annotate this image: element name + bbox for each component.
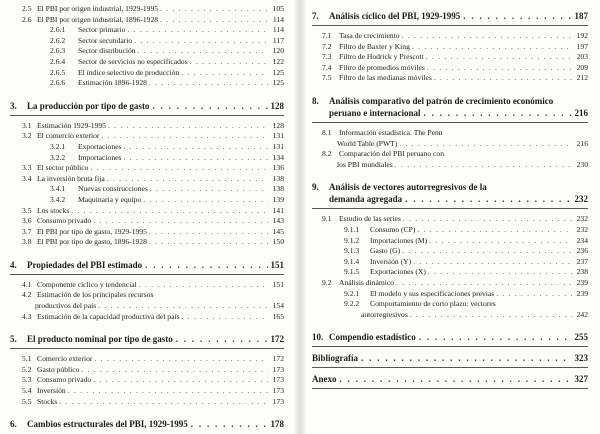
leader-dots [149, 227, 268, 238]
entry-number: 8.1 [322, 127, 332, 137]
entry-title: Componente cíclico y tendencial [37, 279, 137, 289]
entry-page: 230 [576, 159, 588, 169]
entry-title: Consumo privado [37, 375, 92, 385]
entry-number: 3.7 [22, 226, 32, 236]
chapter-rule [10, 274, 284, 275]
toc-subentry [10, 153, 284, 164]
entry-page: 138 [272, 184, 284, 194]
entry-title: Información estadística. The Penn [339, 127, 443, 137]
toc-entry [10, 15, 284, 26]
entry-number: 3.5 [22, 205, 32, 215]
entry-page: 212 [576, 73, 588, 83]
entry-page: 238 [576, 267, 588, 277]
toc-entry [10, 174, 284, 185]
left-page [0, 0, 296, 434]
entry-number: 4.1 [22, 279, 32, 289]
entry-number: 2.6.4 [50, 56, 66, 66]
entry-title: Filtro de Baxter y King [339, 41, 410, 51]
chapter-number: 7. [312, 11, 319, 21]
toc-entry [312, 149, 588, 160]
entry-page: 154 [272, 301, 284, 311]
chapter-number: 4. [10, 259, 17, 270]
entry-page: 237 [576, 256, 588, 266]
toc-entry [10, 216, 284, 227]
entry-number: 9.1.5 [344, 267, 360, 277]
leader-dots [68, 386, 268, 397]
toc-entry [10, 397, 284, 408]
chapter-8-heading-continuation [312, 107, 588, 119]
chapter-number: 5. [10, 334, 17, 345]
chapter-3-heading [10, 100, 284, 112]
leader-dots [145, 259, 267, 271]
chapter-page: 232 [574, 194, 588, 205]
entry-page: 136 [272, 163, 284, 173]
entry-title: Estudio de las series [339, 214, 401, 224]
leader-dots [160, 15, 268, 26]
toc-subentry [10, 57, 284, 68]
leader-dots [190, 57, 268, 68]
entry-title: Filtro de promedios móviles [339, 62, 425, 72]
leader-dots [149, 237, 268, 248]
entry-title: Consumo (CP) [370, 224, 416, 234]
entry-page: 192 [576, 31, 588, 40]
entry-number: 3.8 [22, 237, 32, 247]
entry-page: 173 [272, 364, 284, 374]
leader-dots [402, 246, 572, 257]
chapter-number: 6. [10, 419, 17, 430]
toc-subentry [312, 257, 588, 268]
leader-dots [127, 25, 268, 36]
entry-title: Sector distribución [78, 46, 136, 56]
entry-title: El PBI por origen industrial, 1929-1995 [37, 4, 159, 13]
entry-number: 9.1 [322, 214, 332, 224]
leader-dots [361, 352, 571, 364]
entry-number: 3.2.1 [50, 141, 66, 151]
entry-page: 203 [576, 52, 588, 62]
leader-dots [176, 333, 268, 345]
chapter-page: 178 [270, 419, 284, 430]
toc-entry [312, 52, 588, 63]
toc-entry-continuation [312, 310, 588, 321]
entry-number: 5.2 [22, 364, 32, 374]
entry-page: 120 [272, 46, 284, 56]
chapter-rule [10, 348, 284, 349]
chapter-title: Análisis cíclico del PBI, 1929-1995 [329, 11, 461, 21]
chapter-page: 255 [574, 332, 588, 343]
chapter-9-heading [312, 181, 588, 193]
entry-number: 9.1.1 [344, 224, 360, 234]
toc-subentry [10, 68, 284, 79]
leader-dots [424, 107, 572, 119]
chapter-title: Compendio estadístico [329, 332, 416, 343]
leader-dots [405, 193, 571, 205]
entry-title: El comercio exterior [37, 131, 100, 141]
chapter-rule [312, 208, 588, 209]
entry-title: Estimación de la capacidad productiva del país [37, 311, 180, 321]
leader-dots [134, 36, 268, 47]
chapter-9-heading-continuation [312, 193, 588, 205]
toc-entry [312, 42, 588, 53]
entry-number: 7.2 [322, 41, 332, 51]
chapter-rule [10, 115, 284, 116]
entry-page: 143 [272, 216, 284, 226]
toc-subentry [10, 36, 284, 47]
entry-page: 114 [272, 25, 284, 35]
entry-title: Exportaciones (X) [370, 267, 426, 277]
toc-subentry [312, 236, 588, 247]
entry-title: Estimación 1929-1995 [37, 120, 106, 130]
entry-title: Tasa de crecimiento [339, 31, 400, 40]
leader-dots [395, 160, 572, 171]
chapter-10-heading [312, 331, 588, 343]
leader-dots [412, 42, 572, 53]
leader-dots [426, 52, 572, 63]
entry-page: 239 [576, 277, 588, 287]
entry-page: 125 [272, 78, 284, 88]
entry-number: 4.2 [22, 290, 32, 300]
leader-dots [152, 100, 267, 112]
entry-title: los PBI mundiales [337, 159, 393, 169]
chapter-rule [312, 122, 588, 123]
entry-page: 125 [272, 67, 284, 77]
chapter-title: Cambios estructurales del PBI, 1929-1995 [27, 419, 188, 430]
toc-subentry [312, 289, 588, 300]
entry-title: Consumo privado [37, 216, 92, 226]
entry-number: 2.6.1 [50, 25, 66, 35]
leader-dots [402, 31, 572, 42]
entry-page: 141 [272, 205, 284, 215]
entry-title: El PBI por tipo de gasto, 1896-1928 [37, 237, 147, 247]
leader-dots [71, 206, 268, 217]
toc-subentry [312, 267, 588, 278]
toc-subentry [312, 299, 588, 310]
toc-entry-continuation [312, 160, 588, 171]
entry-number: 4.3 [22, 311, 32, 321]
chapter-title: Propiedades del PBI estimado [27, 259, 143, 270]
entry-number: 3.4.1 [50, 184, 66, 194]
chapter-rule [312, 25, 588, 26]
toc-entry-continuation [10, 301, 284, 312]
toc-entry [10, 163, 284, 174]
leader-dots [138, 46, 268, 57]
entry-number: 3.3 [22, 163, 32, 173]
entry-title: Estimación 1896-1928 [78, 78, 147, 88]
toc-entry [10, 386, 284, 397]
entry-title: Importaciones (M) [370, 235, 428, 245]
entry-title: World Table (PWT) [337, 138, 398, 148]
chapter-page: 323 [574, 353, 588, 364]
leader-dots [410, 310, 572, 321]
entry-number: 5.5 [22, 396, 32, 406]
entry-page: 197 [576, 41, 588, 51]
chapter-number: 9. [312, 182, 319, 193]
leader-dots [150, 184, 268, 195]
leader-dots [101, 131, 268, 142]
entry-number: 9.2 [322, 277, 332, 287]
chapter-rule [312, 388, 588, 389]
chapter-title: Bibliografía [312, 353, 359, 364]
toc-entry [312, 63, 588, 74]
toc-subentry [10, 142, 284, 153]
leader-dots [149, 78, 268, 89]
entry-page: 128 [272, 120, 284, 130]
entry-title: Inversión [37, 386, 66, 396]
toc-entry [312, 214, 588, 225]
entry-page: 151 [272, 279, 284, 289]
entry-title: Exportaciones [78, 141, 122, 151]
entry-title: Importaciones [78, 152, 122, 162]
toc-subentry [10, 46, 284, 57]
toc-entry-continuation [312, 139, 588, 150]
chapter-title: La producción por tipo de gasto [27, 100, 150, 111]
entry-page: 138 [272, 173, 284, 183]
entry-number: 9.1.3 [344, 246, 360, 256]
entry-number: 7.3 [322, 52, 332, 62]
toc-entry [10, 365, 284, 376]
entry-number: 3.2 [22, 131, 32, 141]
leader-dots [463, 10, 571, 22]
toc-entry [10, 4, 284, 15]
leader-dots [123, 142, 268, 153]
chapter-page: 327 [574, 374, 588, 385]
leader-dots [139, 280, 268, 291]
leader-dots [417, 225, 572, 236]
entry-title: Estimación de los principales recursos [37, 290, 154, 300]
chapter-4-heading [10, 259, 284, 271]
toc-subentry [312, 225, 588, 236]
leader-dots [182, 312, 268, 323]
right-page [304, 0, 600, 434]
toc-subentry [10, 25, 284, 36]
toc-entry [10, 375, 284, 386]
toc-entry [10, 280, 284, 291]
entry-page: 209 [576, 62, 588, 72]
leader-dots [143, 195, 268, 206]
entry-title: Sector primario [78, 25, 126, 35]
entry-page: 131 [272, 131, 284, 141]
chapter-5-heading [10, 333, 284, 345]
entry-page: 117 [272, 35, 284, 45]
entry-number: 3.4 [22, 173, 32, 183]
toc-entry [10, 121, 284, 132]
entry-title: El PBI por tipo de gasto, 1929-1995 [37, 226, 147, 236]
leader-dots [93, 216, 268, 227]
toc-entry [10, 227, 284, 238]
leader-dots [107, 174, 268, 185]
leader-dots [93, 375, 268, 386]
toc-entry [10, 131, 284, 142]
entry-page: 165 [272, 311, 284, 321]
leader-dots [428, 267, 572, 278]
entry-title: Sector de servicios no especificados [78, 56, 188, 66]
leader-dots [496, 289, 572, 300]
chapter-number: 3. [10, 100, 17, 111]
leader-dots [160, 4, 268, 15]
entry-title: Maquinaria y equipo [78, 194, 142, 204]
entry-title: Nuevas construcciones [78, 184, 148, 194]
entry-number: 9.2.1 [344, 288, 360, 298]
leader-dots [98, 301, 268, 312]
leader-dots [434, 73, 572, 84]
chapter-8-heading [312, 95, 588, 107]
entry-page: 173 [272, 396, 284, 406]
toc-subentry [312, 246, 588, 257]
leader-dots [419, 331, 572, 343]
section-2-entries [10, 4, 284, 89]
entry-page: 134 [272, 152, 284, 162]
chapter-number: 8. [312, 95, 319, 106]
entry-title: Sector secundario [78, 35, 133, 45]
leader-dots [94, 354, 268, 365]
toc-entry [10, 237, 284, 248]
toc-entry [10, 206, 284, 217]
chapter-title: peruano e internacional [329, 107, 421, 118]
entry-number: 7.1 [322, 31, 332, 40]
leader-dots [181, 68, 268, 79]
entry-number: 2.6.3 [50, 46, 66, 56]
entry-number: 3.4.2 [50, 194, 66, 204]
entry-page: 239 [576, 288, 588, 298]
entry-page: 232 [576, 214, 588, 224]
entry-page: 105 [272, 4, 284, 13]
entry-page: 139 [272, 194, 284, 204]
leader-dots [90, 163, 268, 174]
chapter-title: Análisis de vectores autorregresivos de la [329, 182, 487, 193]
entry-number: 9.2.2 [344, 299, 360, 309]
entry-title: autorregresivos [361, 309, 408, 319]
leader-dots [81, 365, 268, 376]
leader-dots [396, 278, 572, 289]
leader-dots [59, 397, 268, 408]
entry-page: 150 [272, 237, 284, 247]
chapter-page: 216 [574, 107, 588, 118]
chapter-7-heading [312, 10, 588, 22]
bibliography-heading [312, 352, 588, 364]
chapter-rule [312, 346, 588, 347]
leader-dots [427, 63, 572, 74]
toc-subentry [10, 195, 284, 206]
entry-number: 5.3 [22, 375, 32, 385]
chapter-rule [312, 367, 588, 368]
entry-title: El PBI por origen industrial, 1896-1928 [37, 14, 159, 24]
entry-number: 5.1 [22, 354, 32, 364]
chapter-title: Análisis comparativo del patrón de crecimiento económico [329, 95, 554, 106]
entry-title: Comportamiento de corto plazo: vectores [370, 299, 496, 309]
entry-number: 3.2.2 [50, 152, 66, 162]
entry-page: 242 [576, 309, 588, 319]
entry-number: 2.5 [22, 4, 32, 13]
entry-title: Gasto (G) [370, 246, 401, 256]
entry-page: 234 [576, 235, 588, 245]
entry-title: Comercio exterior [37, 354, 93, 364]
toc-entry [312, 73, 588, 84]
entry-page: 172 [272, 354, 284, 364]
entry-number: 7.4 [322, 62, 332, 72]
entry-number: 2.6 [22, 14, 32, 24]
entry-title: Inversión (Y) [370, 256, 412, 266]
chapter-page: 187 [574, 11, 588, 21]
entry-title: Análisis dinámico [339, 277, 395, 287]
chapter-number: 10. [312, 332, 324, 343]
chapter-page: 151 [270, 259, 284, 270]
entry-number: 8.2 [322, 149, 332, 159]
toc-entry [10, 290, 284, 301]
entry-number: 2.6.2 [50, 35, 66, 45]
entry-title: El modelo y sus especificaciones previas [370, 288, 495, 298]
entry-title: Comparación del PBI peruano con [339, 149, 445, 159]
entry-page: 131 [272, 141, 284, 151]
chapter-page: 128 [270, 100, 284, 111]
toc-entry [10, 354, 284, 365]
entry-page: 122 [272, 56, 284, 66]
entry-page: 236 [576, 246, 588, 256]
entry-number: 3.6 [22, 216, 32, 226]
leader-dots [413, 257, 572, 268]
entry-title: Stocks [37, 396, 58, 406]
chapter-title: El producto nominal por tipo de gasto [27, 334, 173, 345]
chapter-page: 172 [270, 334, 284, 345]
entry-title: La inversión bruta fija [37, 173, 105, 183]
chapter-6-heading [10, 418, 284, 430]
toc-entry [312, 278, 588, 289]
toc-subentry [10, 184, 284, 195]
leader-dots [108, 121, 268, 132]
leader-dots [399, 139, 572, 150]
entry-title: Filtro de las medianas móviles [339, 73, 432, 83]
entry-page: 216 [576, 138, 588, 148]
entry-number: 5.4 [22, 386, 32, 396]
entry-page: 145 [272, 226, 284, 236]
entry-number: 9.1.2 [344, 235, 360, 245]
toc-entry [312, 31, 588, 42]
toc-entry [10, 312, 284, 323]
entry-title: El sector público [37, 163, 89, 173]
entry-page: 114 [272, 14, 284, 24]
toc-subentry [10, 78, 284, 89]
entry-page: 232 [576, 224, 588, 234]
leader-dots [429, 236, 572, 247]
entry-title: Filtro de Hodrick y Prescott [339, 52, 424, 62]
entry-number: 9.1.4 [344, 256, 360, 266]
entry-title: Los stocks [37, 205, 70, 215]
chapter-title: Anexo [312, 374, 337, 385]
entry-title: productivos del país [35, 301, 97, 311]
entry-number: 7.5 [322, 73, 332, 83]
entry-number: 2.6.5 [50, 67, 66, 77]
entry-title: Gasto público [37, 364, 80, 374]
leader-dots [191, 418, 268, 430]
leader-dots [403, 214, 572, 225]
leader-dots [123, 153, 268, 164]
entry-title: El índice selectivo de producción [78, 67, 180, 77]
chapter-title: demanda agregada [329, 194, 403, 205]
annex-heading [312, 373, 588, 385]
entry-number: 3.1 [22, 120, 32, 130]
leader-dots [340, 373, 572, 385]
entry-page: 173 [272, 386, 284, 396]
entry-number: 2.6.6 [50, 78, 66, 88]
toc-entry [312, 128, 588, 139]
entry-page: 173 [272, 375, 284, 385]
